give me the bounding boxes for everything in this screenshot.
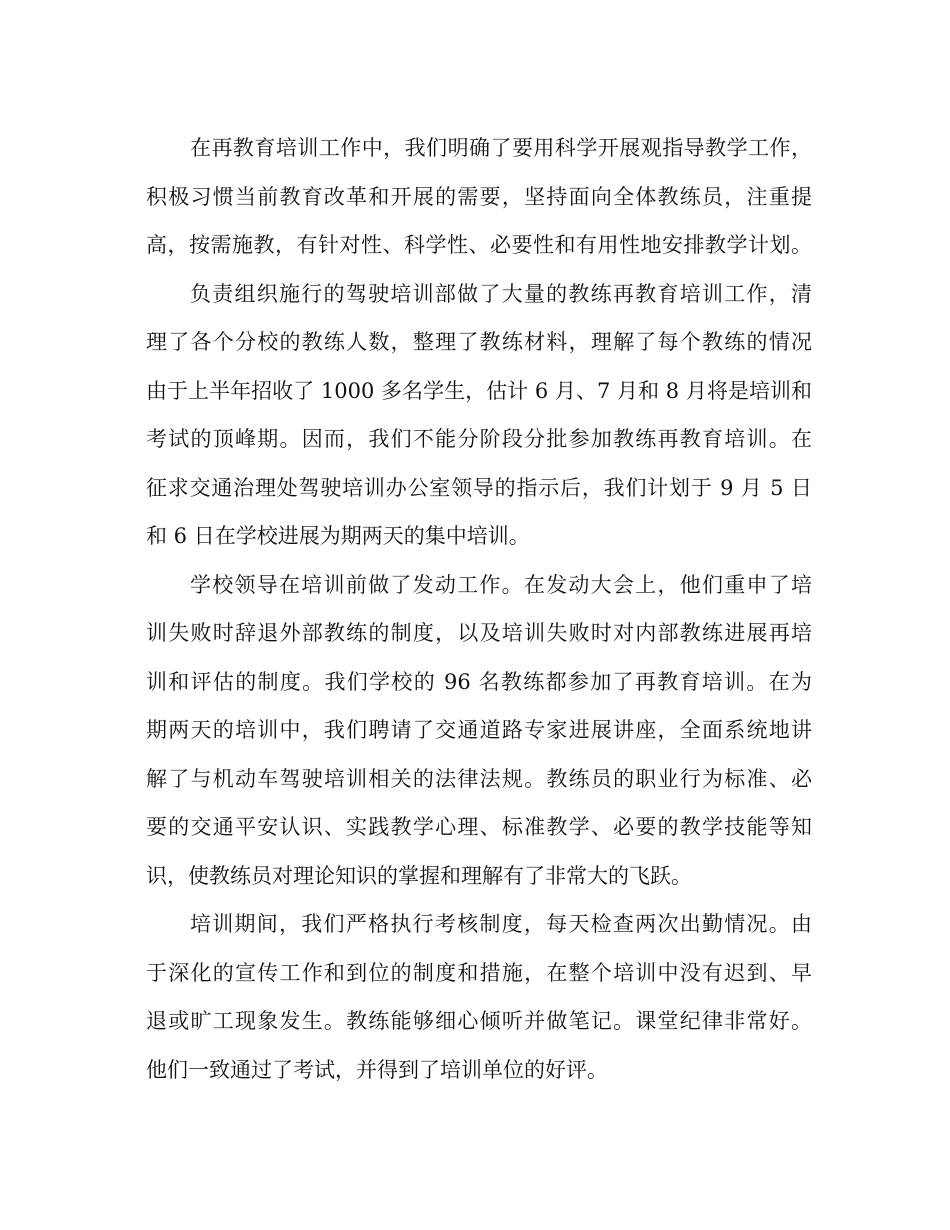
text-line: 考试的顶峰期。因而，我们不能分阶段分批参加教练再教育培训。在 bbox=[146, 427, 812, 451]
text-line: 训和评估的制度。我们学校的 96 名教练都参加了再教育培训。在为 bbox=[146, 669, 812, 694]
text-line: 训失败时辞退外部教练的制度，以及培训失败时对内部教练进展再培 bbox=[146, 621, 812, 645]
paragraph-3 bbox=[146, 561, 812, 901]
text-line: 学校领导在培训前做了发动工作。在发动大会上，他们重申了培 bbox=[190, 572, 812, 597]
document-body bbox=[146, 124, 812, 1094]
text-line: 和 6 日在学校进展为期两天的集中培训。 bbox=[146, 524, 530, 548]
text-line: 解了与机动车驾驶培训相关的法律法规。教练员的职业行为标准、必 bbox=[146, 766, 812, 791]
text-line: 负责组织施行的驾驶培训部做了大量的教练再教育培训工作，清 bbox=[190, 281, 812, 306]
paragraph-2 bbox=[146, 270, 812, 561]
text-line: 理了各个分校的教练人数，整理了教练材料，理解了每个教练的情况 bbox=[146, 330, 812, 354]
text-line: 要的交通平安认识、实践教学心理、标准教学、必要的教学技能等知 bbox=[146, 815, 812, 839]
text-line: 培训期间，我们严格执行考核制度，每天检查两次出勤情况。由 bbox=[190, 912, 812, 936]
text-line: 高，按需施教，有针对性、科学性、必要性和有用性地安排教学计划。 bbox=[146, 233, 812, 257]
paragraph-4 bbox=[146, 900, 812, 1094]
text-line: 识，使教练员对理论知识的掌握和理解有了非常大的飞跃。 bbox=[146, 863, 692, 888]
text-line: 在再教育培训工作中，我们明确了要用科学开展观指导教学工作， bbox=[190, 136, 812, 160]
text-line: 积极习惯当前教育改革和开展的需要，坚持面向全体教练员，注重提 bbox=[146, 184, 812, 209]
text-line: 于深化的宣传工作和到位的制度和措施，在整个培训中没有迟到、早 bbox=[146, 960, 812, 985]
paragraph-1 bbox=[146, 124, 812, 270]
text-line: 退或旷工现象发生。教练能够细心倾听并做笔记。课堂纪律非常好。 bbox=[146, 1009, 812, 1033]
text-line: 征求交通治理处驾驶培训办公室领导的指示后，我们计划于 9 月 5 日 bbox=[146, 475, 812, 500]
text-line: 由于上半年招收了 1000 多名学生，估计 6 月、7 月和 8 月将是培训和 bbox=[146, 378, 812, 403]
text-line: 期两天的培训中，我们聘请了交通道路专家进展讲座，全面系统地讲 bbox=[146, 718, 812, 742]
text-line: 他们一致通过了考试，并得到了培训单位的好评。 bbox=[146, 1057, 608, 1082]
